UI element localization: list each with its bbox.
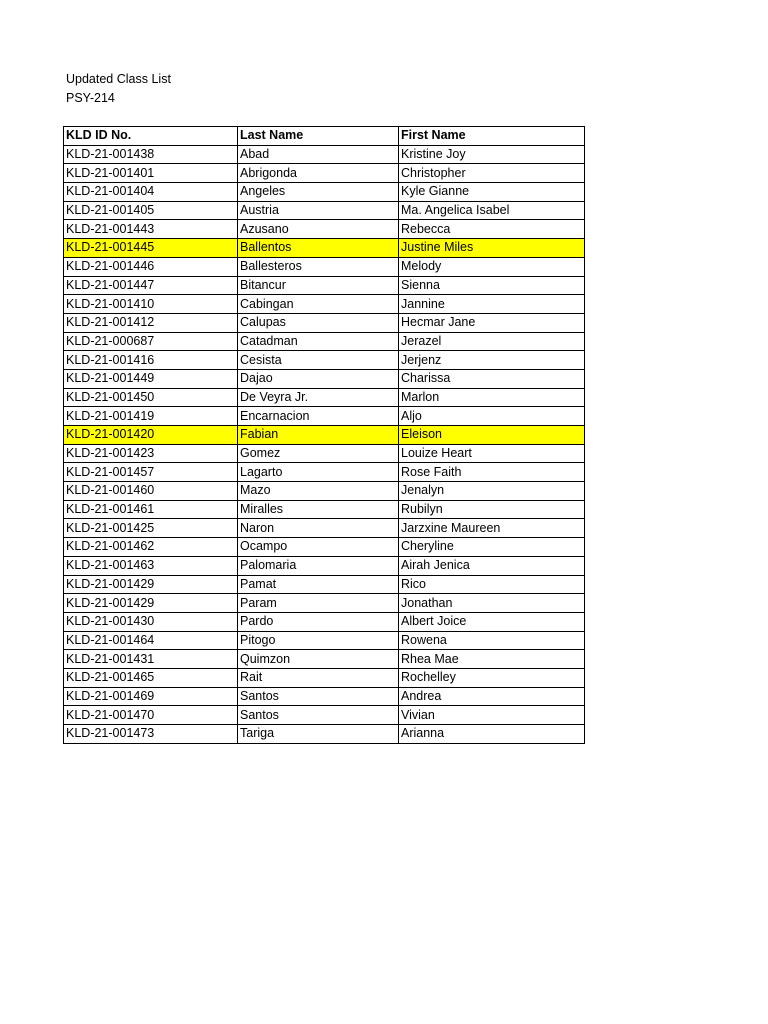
table-row [64, 631, 585, 650]
student-id-cell: KLD-21-001465 [64, 668, 238, 687]
student-id-cell: KLD-21-001443 [64, 220, 238, 239]
table-row [64, 500, 585, 519]
first-name-cell: Eleison [399, 426, 585, 445]
last-name-cell: Lagarto [238, 463, 399, 482]
student-id-cell: KLD-21-001412 [64, 313, 238, 332]
student-id-cell: KLD-21-001429 [64, 594, 238, 613]
student-id-cell: KLD-21-001447 [64, 276, 238, 295]
last-name-cell: Ballentos [238, 239, 399, 258]
first-name-cell: Rubilyn [399, 500, 585, 519]
student-id-cell: KLD-21-001446 [64, 257, 238, 276]
table-row [64, 201, 585, 220]
first-name-cell: Rico [399, 575, 585, 594]
table-row [64, 687, 585, 706]
student-id-cell: KLD-21-001462 [64, 538, 238, 557]
student-id-cell: KLD-21-001404 [64, 183, 238, 202]
student-id-cell: KLD-21-000687 [64, 332, 238, 351]
table-row [64, 407, 585, 426]
table-row [64, 706, 585, 725]
last-name-cell: Encarnacion [238, 407, 399, 426]
first-name-cell: Jannine [399, 295, 585, 314]
table-row [64, 556, 585, 575]
student-id-cell: KLD-21-001405 [64, 201, 238, 220]
last-name-cell: Cesista [238, 351, 399, 370]
table-row [64, 183, 585, 202]
last-name-cell: Quimzon [238, 650, 399, 669]
first-name-cell: Jerazel [399, 332, 585, 351]
last-name-cell: Param [238, 594, 399, 613]
first-name-cell: Rowena [399, 631, 585, 650]
last-name-cell: Pamat [238, 575, 399, 594]
student-id-cell: KLD-21-001450 [64, 388, 238, 407]
table-row [64, 668, 585, 687]
student-id-cell: KLD-21-001423 [64, 444, 238, 463]
first-name-cell: Ma. Angelica Isabel [399, 201, 585, 220]
student-id-cell: KLD-21-001464 [64, 631, 238, 650]
student-id-cell: KLD-21-001429 [64, 575, 238, 594]
first-name-cell: Rhea Mae [399, 650, 585, 669]
last-name-cell: Santos [238, 706, 399, 725]
student-id-cell: KLD-21-001473 [64, 725, 238, 744]
last-name-cell: De Veyra Jr. [238, 388, 399, 407]
first-name-cell: Rochelley [399, 668, 585, 687]
table-row [64, 650, 585, 669]
student-id-cell: KLD-21-001401 [64, 164, 238, 183]
student-id-cell: KLD-21-001449 [64, 369, 238, 388]
first-name-cell: Rose Faith [399, 463, 585, 482]
last-name-cell: Cabingan [238, 295, 399, 314]
last-name-cell: Catadman [238, 332, 399, 351]
table-row [64, 594, 585, 613]
table-row [64, 313, 585, 332]
student-id-cell: KLD-21-001461 [64, 500, 238, 519]
first-name-cell: Aljo [399, 407, 585, 426]
first-name-cell: Louize Heart [399, 444, 585, 463]
last-name-cell: Abrigonda [238, 164, 399, 183]
first-name-cell: Airah Jenica [399, 556, 585, 575]
last-name-cell: Tariga [238, 725, 399, 744]
student-id-cell: KLD-21-001438 [64, 145, 238, 164]
table-row [64, 612, 585, 631]
table-row [64, 257, 585, 276]
last-name-cell: Pitogo [238, 631, 399, 650]
last-name-cell: Pardo [238, 612, 399, 631]
last-name-cell: Abad [238, 145, 399, 164]
document-header [66, 70, 171, 108]
column-header-id: KLD ID No. [64, 127, 238, 146]
first-name-cell: Jenalyn [399, 482, 585, 501]
table-row [64, 220, 585, 239]
first-name-cell: Justine Miles [399, 239, 585, 258]
last-name-cell: Santos [238, 687, 399, 706]
first-name-cell: Sienna [399, 276, 585, 295]
column-header-first-name: First Name [399, 127, 585, 146]
table-body [64, 145, 585, 743]
student-id-cell: KLD-21-001420 [64, 426, 238, 445]
student-id-cell: KLD-21-001463 [64, 556, 238, 575]
student-id-cell: KLD-21-001445 [64, 239, 238, 258]
last-name-cell: Bitancur [238, 276, 399, 295]
first-name-cell: Christopher [399, 164, 585, 183]
table-row [64, 463, 585, 482]
table-header-row [64, 127, 585, 146]
table-row [64, 482, 585, 501]
first-name-cell: Charissa [399, 369, 585, 388]
last-name-cell: Palomaria [238, 556, 399, 575]
first-name-cell: Kyle Gianne [399, 183, 585, 202]
table-row [64, 426, 585, 445]
student-id-cell: KLD-21-001430 [64, 612, 238, 631]
last-name-cell: Dajao [238, 369, 399, 388]
last-name-cell: Gomez [238, 444, 399, 463]
student-id-cell: KLD-21-001457 [64, 463, 238, 482]
table-row [64, 239, 585, 258]
table-row [64, 295, 585, 314]
table-row [64, 351, 585, 370]
first-name-cell: Andrea [399, 687, 585, 706]
student-id-cell: KLD-21-001460 [64, 482, 238, 501]
first-name-cell: Albert Joice [399, 612, 585, 631]
student-id-cell: KLD-21-001470 [64, 706, 238, 725]
last-name-cell: Ballesteros [238, 257, 399, 276]
table-row [64, 388, 585, 407]
table-row [64, 575, 585, 594]
last-name-cell: Mazo [238, 482, 399, 501]
last-name-cell: Angeles [238, 183, 399, 202]
first-name-cell: Jerjenz [399, 351, 585, 370]
table-row [64, 276, 585, 295]
first-name-cell: Arianna [399, 725, 585, 744]
student-id-cell: KLD-21-001431 [64, 650, 238, 669]
table-row [64, 725, 585, 744]
table-row [64, 519, 585, 538]
table-row [64, 332, 585, 351]
first-name-cell: Marlon [399, 388, 585, 407]
first-name-cell: Jarzxine Maureen [399, 519, 585, 538]
last-name-cell: Rait [238, 668, 399, 687]
class-list-table [63, 126, 585, 744]
table-row [64, 145, 585, 164]
student-id-cell: KLD-21-001416 [64, 351, 238, 370]
student-id-cell: KLD-21-001469 [64, 687, 238, 706]
first-name-cell: Kristine Joy [399, 145, 585, 164]
first-name-cell: Rebecca [399, 220, 585, 239]
student-id-cell: KLD-21-001425 [64, 519, 238, 538]
column-header-last-name: Last Name [238, 127, 399, 146]
table-row [64, 538, 585, 557]
first-name-cell: Jonathan [399, 594, 585, 613]
table-row [64, 369, 585, 388]
last-name-cell: Ocampo [238, 538, 399, 557]
last-name-cell: Fabian [238, 426, 399, 445]
document-title: Updated Class List [66, 72, 171, 86]
last-name-cell: Miralles [238, 500, 399, 519]
student-id-cell: KLD-21-001410 [64, 295, 238, 314]
last-name-cell: Naron [238, 519, 399, 538]
course-code: PSY-214 [66, 91, 115, 105]
last-name-cell: Calupas [238, 313, 399, 332]
first-name-cell: Vivian [399, 706, 585, 725]
first-name-cell: Melody [399, 257, 585, 276]
table-row [64, 444, 585, 463]
last-name-cell: Azusano [238, 220, 399, 239]
first-name-cell: Hecmar Jane [399, 313, 585, 332]
student-id-cell: KLD-21-001419 [64, 407, 238, 426]
first-name-cell: Cheryline [399, 538, 585, 557]
table-row [64, 164, 585, 183]
last-name-cell: Austria [238, 201, 399, 220]
